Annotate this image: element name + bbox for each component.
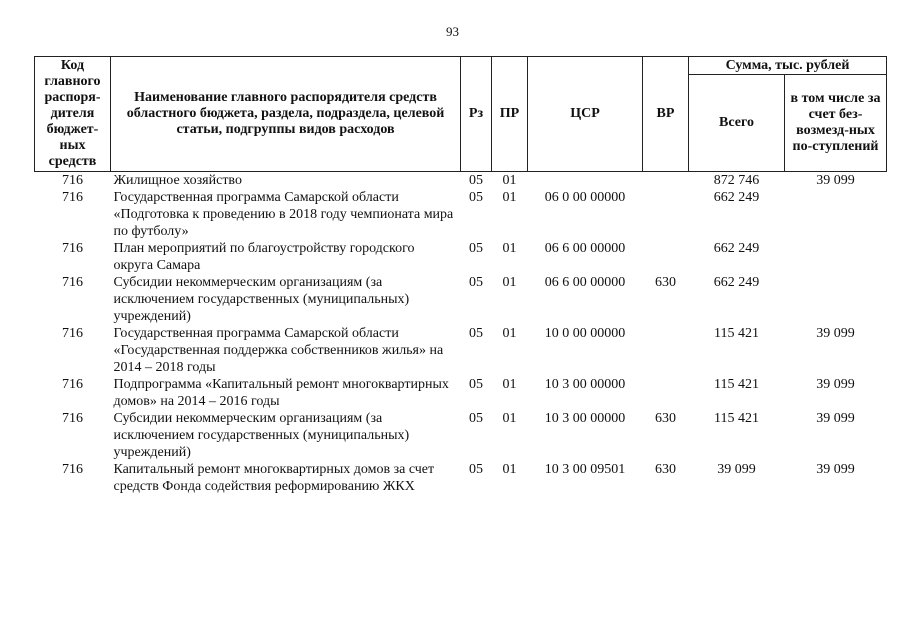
table-row [35, 410, 887, 461]
header-sum-free: в том числе за счет без-возмезд-ных по-ступлений [785, 75, 887, 172]
row-vr: 630 [655, 411, 676, 426]
header-code: Код главного распоря-дителя бюджет-ных средств [35, 57, 111, 172]
row-rz: 05 [469, 173, 483, 188]
row-csr: 10 3 00 09501 [544, 462, 626, 477]
row-vr [643, 325, 689, 376]
row-code: 716 [62, 326, 83, 341]
header-sum-total: Всего [689, 75, 785, 172]
row-csr: 06 6 00 00000 [544, 275, 626, 290]
row-code: 716 [62, 462, 83, 477]
row-vr [643, 172, 689, 190]
row-free: 39 099 [816, 326, 855, 341]
row-name: Капитальный ремонт многоквартирных домов за счет средств Фонда содействия реформированию ЖКХ [113, 462, 435, 494]
row-csr: 10 3 00 00000 [544, 377, 626, 392]
table-row [35, 172, 887, 190]
row-code: 716 [62, 241, 83, 256]
row-name: План мероприятий по благоустройству городского округа Самара [113, 241, 415, 273]
budget-table [34, 56, 887, 495]
table-row [35, 274, 887, 325]
header-pr: ПР [492, 57, 528, 172]
row-name: Государственная программа Самарской области «Государственная поддержка собственников жилья» на 2014 – 2018 годы [113, 326, 444, 375]
row-code: 716 [62, 377, 83, 392]
table-row [35, 189, 887, 240]
row-free [785, 240, 887, 274]
header-vr: ВР [643, 57, 689, 172]
row-free: 39 099 [816, 462, 855, 477]
row-vr: 630 [655, 275, 676, 290]
row-free [785, 189, 887, 240]
row-total: 115 421 [714, 326, 759, 341]
row-free: 39 099 [816, 173, 855, 188]
row-rz: 05 [469, 462, 483, 477]
row-free: 39 099 [816, 377, 855, 392]
row-pr: 01 [502, 411, 517, 426]
row-name: Субсидии некоммерческим организациям (за исключением государственных (муниципальных) учреждений) [113, 411, 410, 460]
row-rz: 05 [469, 377, 483, 392]
row-total: 662 249 [713, 190, 760, 205]
table-row [35, 325, 887, 376]
row-rz: 05 [469, 275, 483, 290]
header-sum-group: Сумма, тыс. рублей [689, 57, 887, 75]
row-csr: 06 0 00 00000 [544, 190, 626, 205]
row-vr [643, 189, 689, 240]
row-rz: 05 [469, 411, 483, 426]
row-vr [643, 376, 689, 410]
row-name: Жилищное хозяйство [113, 173, 242, 188]
table-row [35, 461, 887, 495]
row-rz: 05 [469, 190, 483, 205]
row-csr [528, 172, 643, 190]
row-code: 716 [62, 173, 83, 188]
row-pr: 01 [502, 462, 517, 477]
row-name: Государственная программа Самарской области «Подготовка к проведению в 2018 году чемпионата мира по футболу» [113, 190, 454, 239]
header-name: Наименование главного распорядителя средств областного бюджета, раздела, подраздела, целевой статьи, подгруппы видов расходов [111, 57, 461, 172]
row-vr: 630 [655, 462, 676, 477]
row-rz: 05 [469, 326, 483, 341]
row-pr: 01 [502, 241, 517, 256]
row-total: 872 746 [713, 173, 760, 188]
row-total: 662 249 [713, 275, 760, 290]
row-pr: 01 [502, 190, 517, 205]
row-rz: 05 [469, 241, 483, 256]
row-free [785, 274, 887, 325]
table-row [35, 376, 887, 410]
row-csr: 06 6 00 00000 [544, 241, 626, 256]
header-rz: Рз [461, 57, 492, 172]
row-code: 716 [62, 275, 83, 290]
row-pr: 01 [502, 275, 517, 290]
table-row [35, 240, 887, 274]
row-total: 115 421 [714, 411, 759, 426]
page-number: 93 [446, 24, 459, 39]
row-code: 716 [62, 411, 83, 426]
row-csr: 10 0 00 00000 [544, 326, 626, 341]
row-name: Субсидии некоммерческим организациям (за исключением государственных (муниципальных) учреждений) [113, 275, 410, 324]
table-body [35, 172, 887, 496]
row-free: 39 099 [816, 411, 855, 426]
row-code: 716 [62, 190, 83, 205]
row-total: 39 099 [717, 462, 756, 477]
row-vr [643, 240, 689, 274]
row-name: Подпрограмма «Капитальный ремонт многоквартирных домов» на 2014 – 2016 годы [113, 377, 449, 409]
row-pr: 01 [502, 326, 517, 341]
table-header [35, 57, 887, 172]
row-csr: 10 3 00 00000 [544, 411, 626, 426]
header-csr: ЦСР [528, 57, 643, 172]
row-pr: 01 [502, 173, 517, 188]
row-total: 115 421 [714, 377, 759, 392]
row-pr: 01 [502, 377, 517, 392]
row-total: 662 249 [713, 241, 760, 256]
